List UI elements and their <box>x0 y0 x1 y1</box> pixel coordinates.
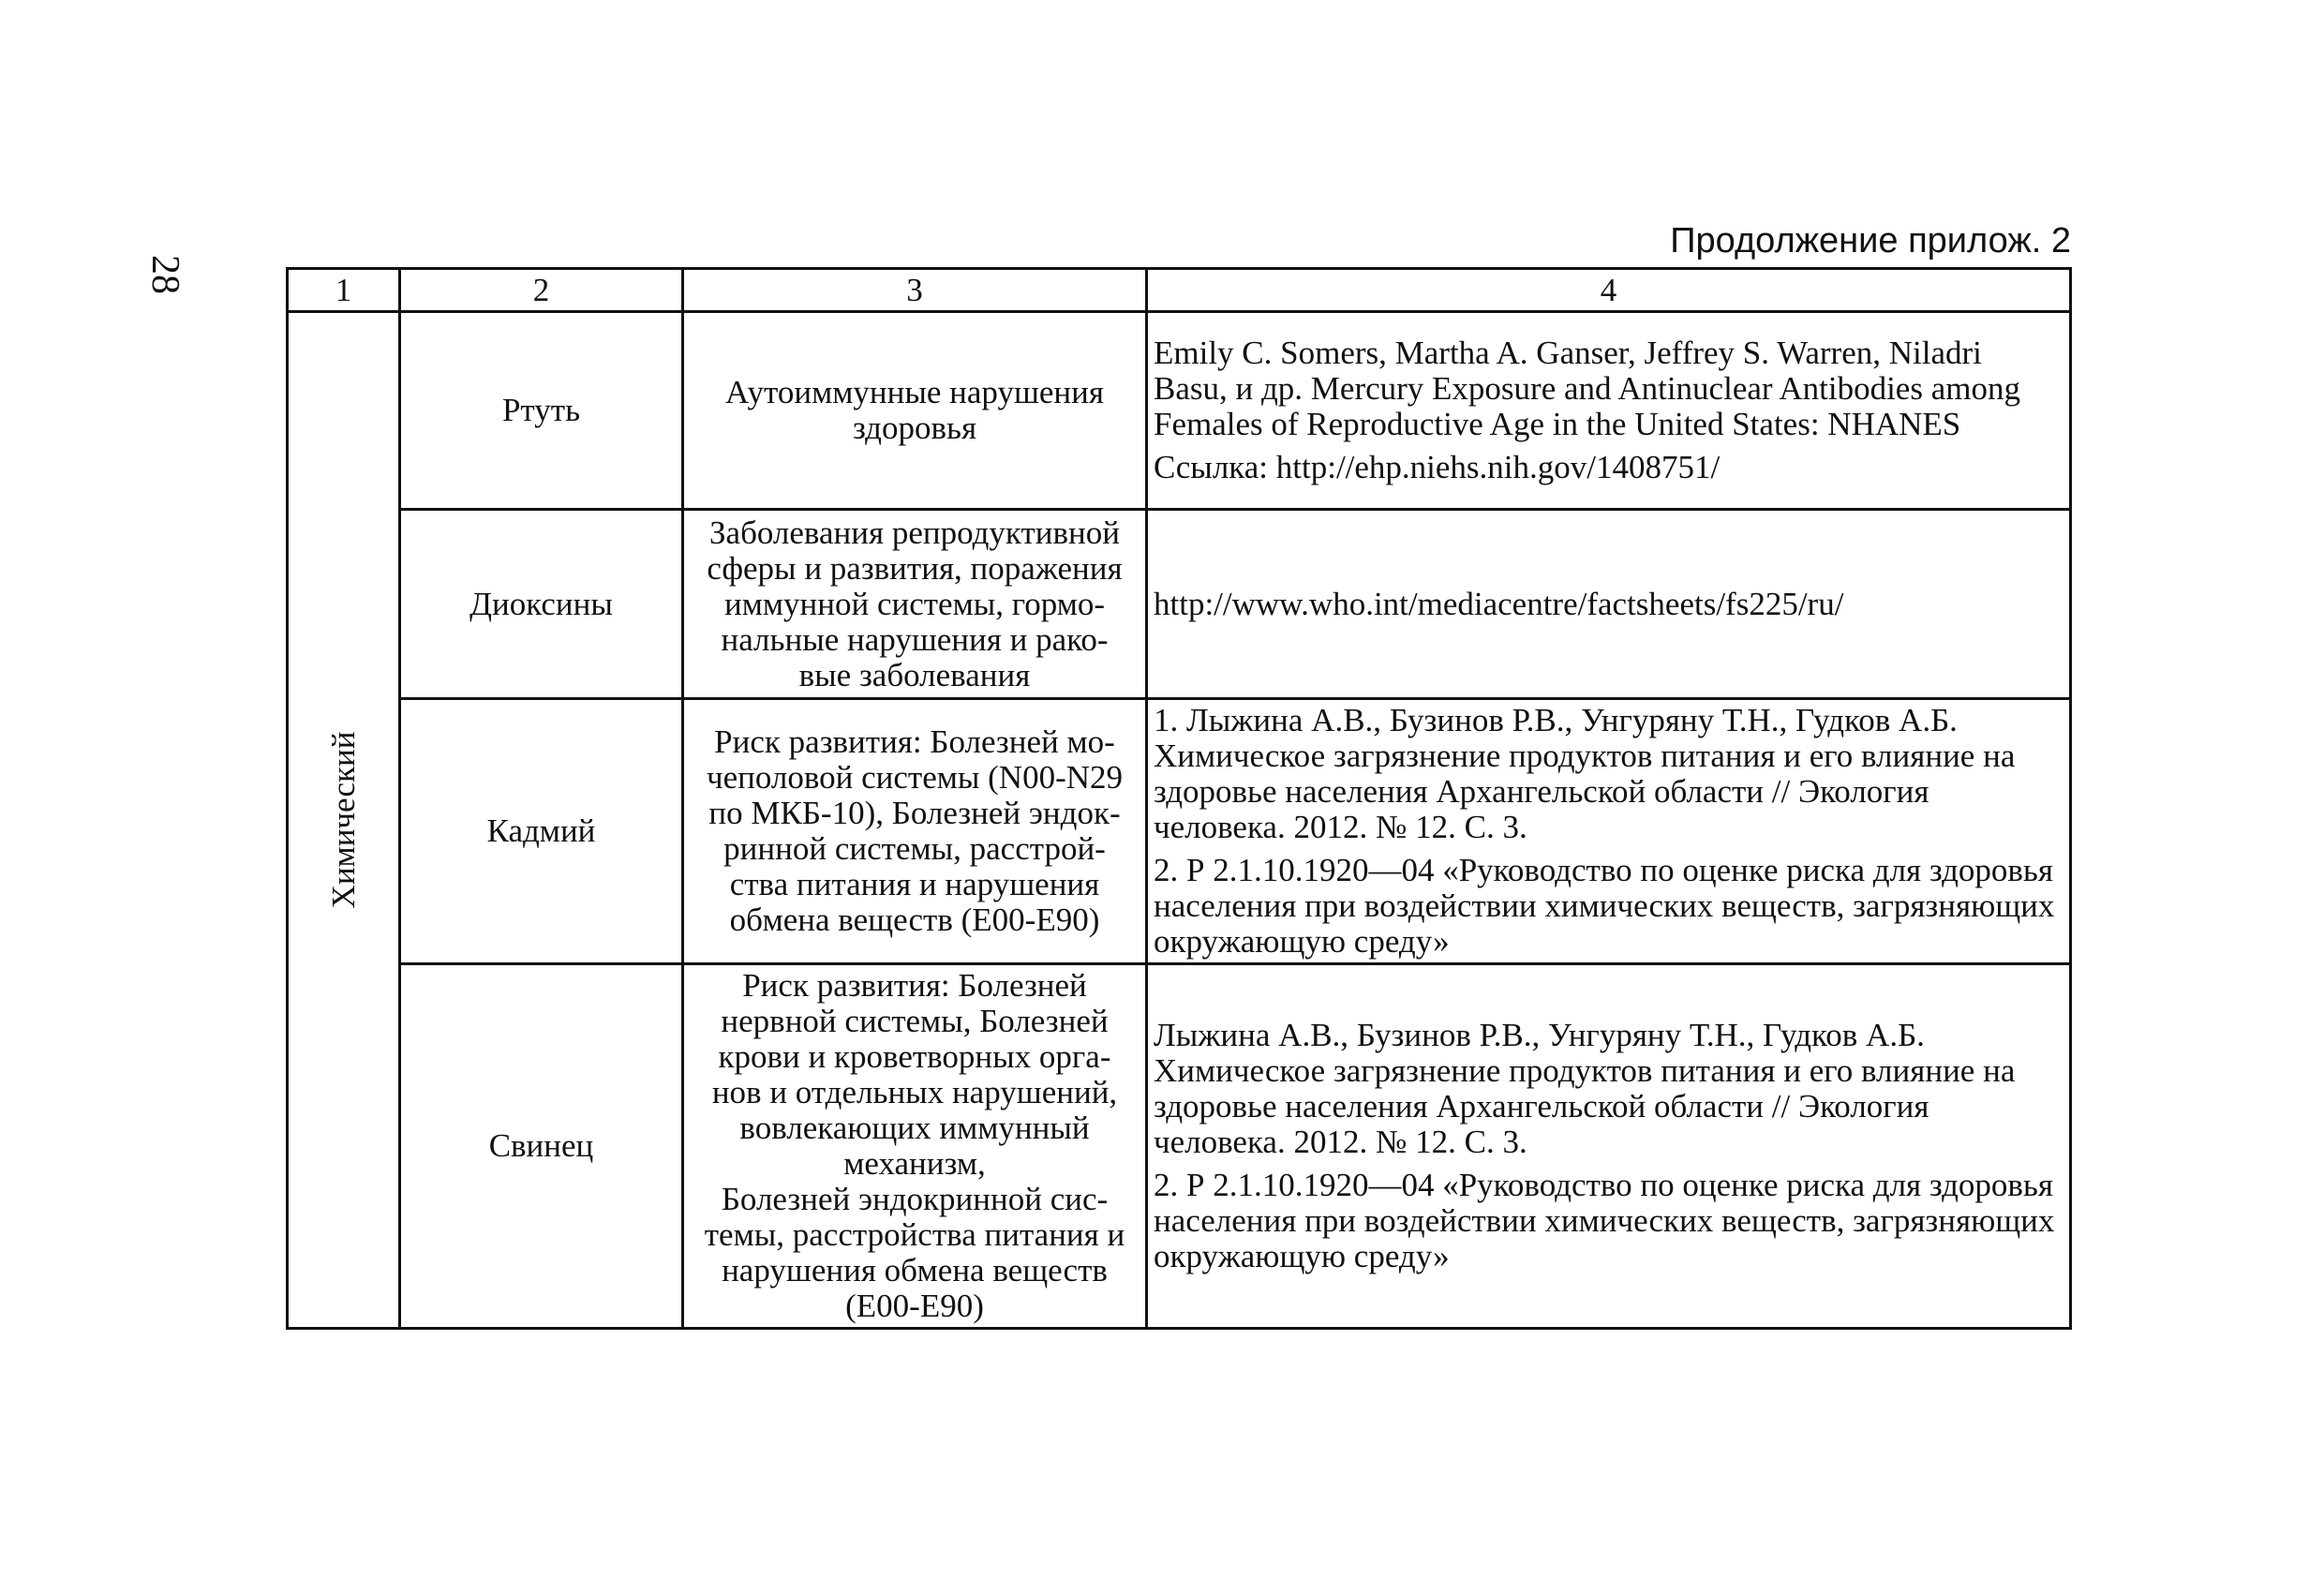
table-row <box>288 699 2071 964</box>
table-row <box>288 312 2071 510</box>
effect-line: (Е00-Е90) <box>845 1288 984 1324</box>
source-entry: 2. Р 2.1.10.1920—04 «Руководство по оценке риска для здоровья населения при воздействии химических веществ, загрязняющих окружающую среду» <box>1154 852 2055 960</box>
appendix-table <box>286 267 2072 1330</box>
effect-line: нарушения обмена веществ <box>722 1252 1108 1289</box>
effect-cell <box>683 964 1147 1329</box>
effect-line: нов и отдельных нарушений, <box>711 1074 1118 1110</box>
column-header: 1 <box>288 269 400 312</box>
source-link[interactable]: http://www.who.int/mediacentre/factsheets/fs225/ru/ <box>1154 585 1844 622</box>
effect-line: чеполовой системы (N00-N29 <box>706 759 1124 796</box>
effect-line: нервной системы, Болезней <box>721 1003 1109 1039</box>
effect-line: вые заболевания <box>798 656 1031 693</box>
effect-line: здоровья <box>852 410 977 446</box>
page-number: 28 <box>143 255 186 294</box>
effect-line: нальные нарушения и рако- <box>721 620 1109 658</box>
source-entry: 1. Лыжина А.В., Бузинов Р.В., Унгуряну Т.Н., Гудков А.Б. Химическое загрязнение продуктов питания и его влияние на здоровье населения Архангельской области // Экология человека. 2012. № 12. С. 3. <box>1154 702 2016 845</box>
effect-line: Болезней эндокринной сис- <box>721 1181 1109 1217</box>
effect-cell <box>683 699 1147 964</box>
column-header: 4 <box>1147 269 2071 312</box>
effect-cell <box>683 312 1147 510</box>
effect-line: сферы и развития, поражения <box>707 549 1123 587</box>
source-cell <box>1147 964 2071 1329</box>
substance-cell: Диоксины <box>400 510 683 699</box>
effect-line: Аутоиммунные нарушения <box>724 374 1104 410</box>
effect-line: механизм, <box>843 1145 986 1182</box>
table-row <box>288 510 2071 699</box>
effect-line: обмена веществ (Е00-Е90) <box>729 901 1100 938</box>
effect-cell <box>683 510 1147 699</box>
source-cell <box>1147 510 2071 699</box>
continuation-label: Продолжение прилож. 2 <box>1670 221 2071 261</box>
category-label: Химический <box>324 731 362 909</box>
column-header: 3 <box>683 269 1147 312</box>
effect-line: ства питания и нарушения <box>729 866 1100 902</box>
source-cell <box>1147 699 2071 964</box>
effect-line: иммунной системы, гормо- <box>723 585 1106 622</box>
table-header-row <box>288 269 2071 312</box>
effect-line: Заболевания репродуктивной <box>709 514 1120 551</box>
table-row <box>288 964 2071 1329</box>
source-cell <box>1147 312 2071 510</box>
substance-cell: Свинец <box>400 964 683 1329</box>
effect-line: ринной системы, расстрой- <box>723 830 1106 867</box>
effect-line: по МКБ-10), Болезней эндок- <box>708 795 1121 831</box>
source-entry: 2. Р 2.1.10.1920—04 «Руководство по оценке риска для здоровья населения при воздействии химических веществ, загрязняющих окружающую среду» <box>1154 1167 2055 1274</box>
source-link[interactable]: Ссылка: http://ehp.niehs.nih.gov/1408751/ <box>1154 449 1721 485</box>
substance-cell: Кадмий <box>400 699 683 964</box>
column-header: 2 <box>400 269 683 312</box>
effect-line: темы, расстройства питания и <box>704 1216 1125 1253</box>
substance-cell: Ртуть <box>400 312 683 510</box>
effect-line: Риск развития: Болезней мо- <box>714 723 1115 760</box>
effect-line: Риск развития: Болезней <box>742 967 1087 1004</box>
effect-line: вовлекающих иммунный <box>739 1110 1090 1146</box>
source-entry: Emily C. Somers, Martha A. Ganser, Jeffrey S. Warren, Niladri Basu, и др. Mercury Exposure and Antinuclear Antibodies among Females of Reproductive Age in the United States: NHANES <box>1154 335 2020 442</box>
effect-line: крови и кроветворных орга- <box>718 1038 1111 1075</box>
category-cell <box>288 312 400 1329</box>
source-entry: Лыжина А.В., Бузинов Р.В., Унгуряну Т.Н., Гудков А.Б. Химическое загрязнение продуктов питания и его влияние на здоровье населения Архангельской области // Экология человека. 2012. № 12. С. 3. <box>1154 1017 2016 1160</box>
